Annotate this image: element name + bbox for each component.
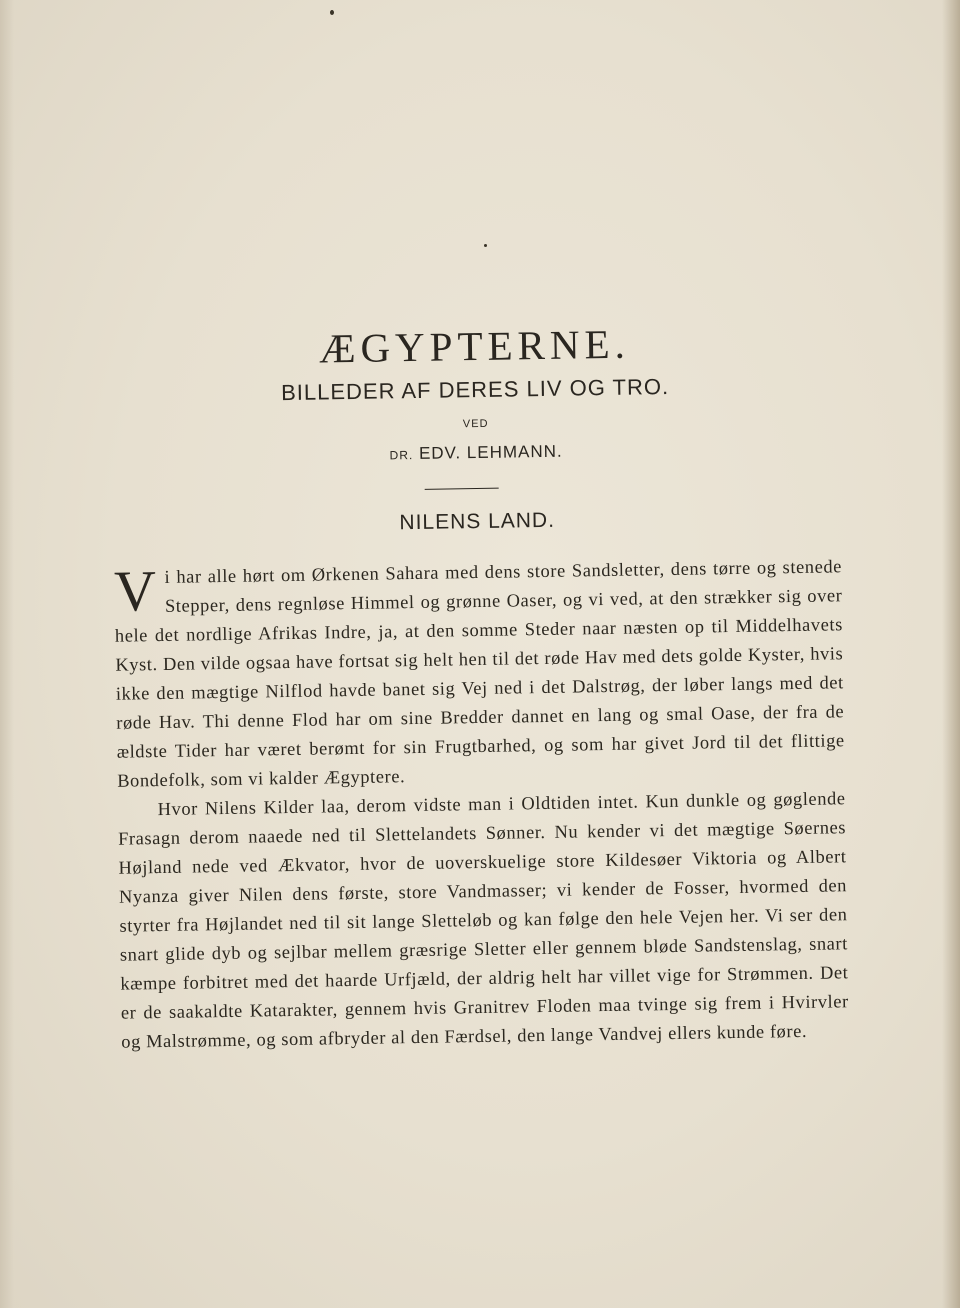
author-name: EDV. LEHMANN. — [418, 441, 563, 463]
section-title: NILENS LAND. — [399, 508, 556, 535]
author-prefix: DR. — [389, 448, 414, 463]
book-subtitle: BILLEDER AF DERES LIV OG TRO. — [280, 373, 670, 406]
paragraph-1 — [114, 552, 846, 795]
paragraph-2: Hvor Nilens Kilder laa, derom vidste man i Oldtiden intet. Kun dunkle og gøglende Frasagn derom naaede ned til Slettelandets Sønner. Nu kender vi det mægtige Søernes Højland nede ved Ækvator, hvor de uoverskuelige store Kildesøer Viktoria og Albert Nyanza giver Nilen dens første, store Vandmasser; vi kender de Fosser, hvormed den styrter fra Højlandet ned til sit lange Sletteløb og kan følge den hele Vejen her. Vi ser den snart glide dyb og sejlbar mellem græsrige Sletter eller gennem bløde Sandstenslag, snart kæmpe forbitret med det haarde Urfjæld, der aldrig helt har villet vige for Strømmen. Det er de saakaldte Katarakter, gennem hvis Granitrev Floden maa tvinge sig frem i Hvirvler og Malstrømme, og som afbryder al den Færdsel, den lange Vandvej ellers kunde føre. — [117, 788, 849, 1052]
body-text — [114, 552, 850, 1056]
author-line — [0, 435, 956, 470]
book-title: ÆGYPTERNE. — [318, 320, 631, 372]
paragraph-1-text: i har alle hørt om Ørkenen Sahara med dens store Sandsletter, dens tørre og stenede Stepper, dens regnløse Himmel og grønne Oaser, og vi ved, at den strækker sig over hele det nordlige Afrikas Indre, ja, at den somme Steder naar næsten op til Middelhavets Kyst. Den vilde ogsaa have fortsat sig helt hen til det røde Hav med dets golde Kyster, hvis ikke den mægtige Nilflod havde banet sig Vej ned i det Dalstrøg, der løber langs med det røde Hav. Thi denne Flod har om sine Bredder dannet en lang og smal Oase, der fra de ældste Tider har været berømt for sin Frugtbarhed, og som har givet Jord til det flittige Bondefolk, som vi kalder Ægyptere. — [114, 556, 845, 791]
by-label: VED — [462, 417, 489, 431]
title-divider — [425, 488, 499, 490]
drop-cap: V — [113, 558, 158, 624]
